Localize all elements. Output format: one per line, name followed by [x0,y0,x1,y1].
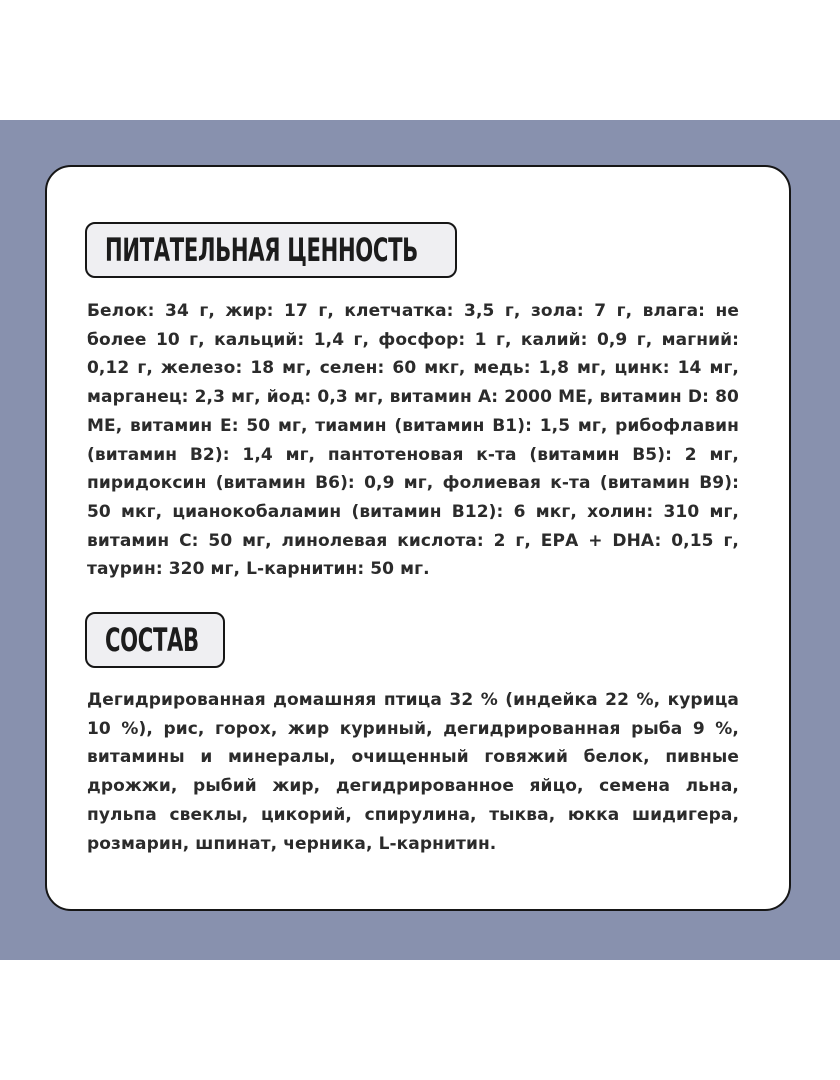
nutrition-text: Белок: 34 г, жир: 17 г, клетчатка: 3,5 г, зола: 7 г, влага: не более 10 г, кальций: 1,4 г, фосфор: 1 г, калий: 0,9 г, магний: 0,12 г, железо: 18 мг, селен: 60 мкг, медь: 1,8 мг, цинк: 14 мг, марганец: 2,3 мг, йод: 0,3 мг, витамин А: 2000 МЕ, витамин D: 80 МЕ, витамин Е: 50 мг, тиамин (витамин В1): 1,5 мг, рибофлавин (витамин В2): 1,4 мг, пантотеновая к-та (витамин В5): 2 мг, пиридоксин (витамин В6): 0,9 мг, фолиевая к-та (витамин В9): 50 мкг, цианокобаламин (витамин В12): 6 мкг, холин: 310 мг, витамин С: 50 мг, линолевая кислота: 2 г, ЕРА + DHA: 0,15 г, таурин: 320 мг, L-карнитин: 50 мг. [87,301,739,580]
composition-heading-box [85,612,225,668]
info-card [45,165,791,911]
composition-heading: СОСТАВ [105,621,199,659]
nutrition-heading-box [85,222,457,278]
nutrition-heading: ПИТАТЕЛЬНАЯ ЦЕННОСТЬ [105,231,418,269]
composition-text: Дегидрированная домашняя птица 32 % (индейка 22 %, курица 10 %), рис, горох, жир куриный, дегидрированная рыба 9 %, витамины и минералы, очищенный говяжий белок, пивные дрожжи, рыбий жир, дегидрированное яйцо, семена льна, пульпа свеклы, цикорий, спирулина, тыква, юкка шидигера, розмарин, шпинат, черника, L-карнитин. [87,690,739,854]
